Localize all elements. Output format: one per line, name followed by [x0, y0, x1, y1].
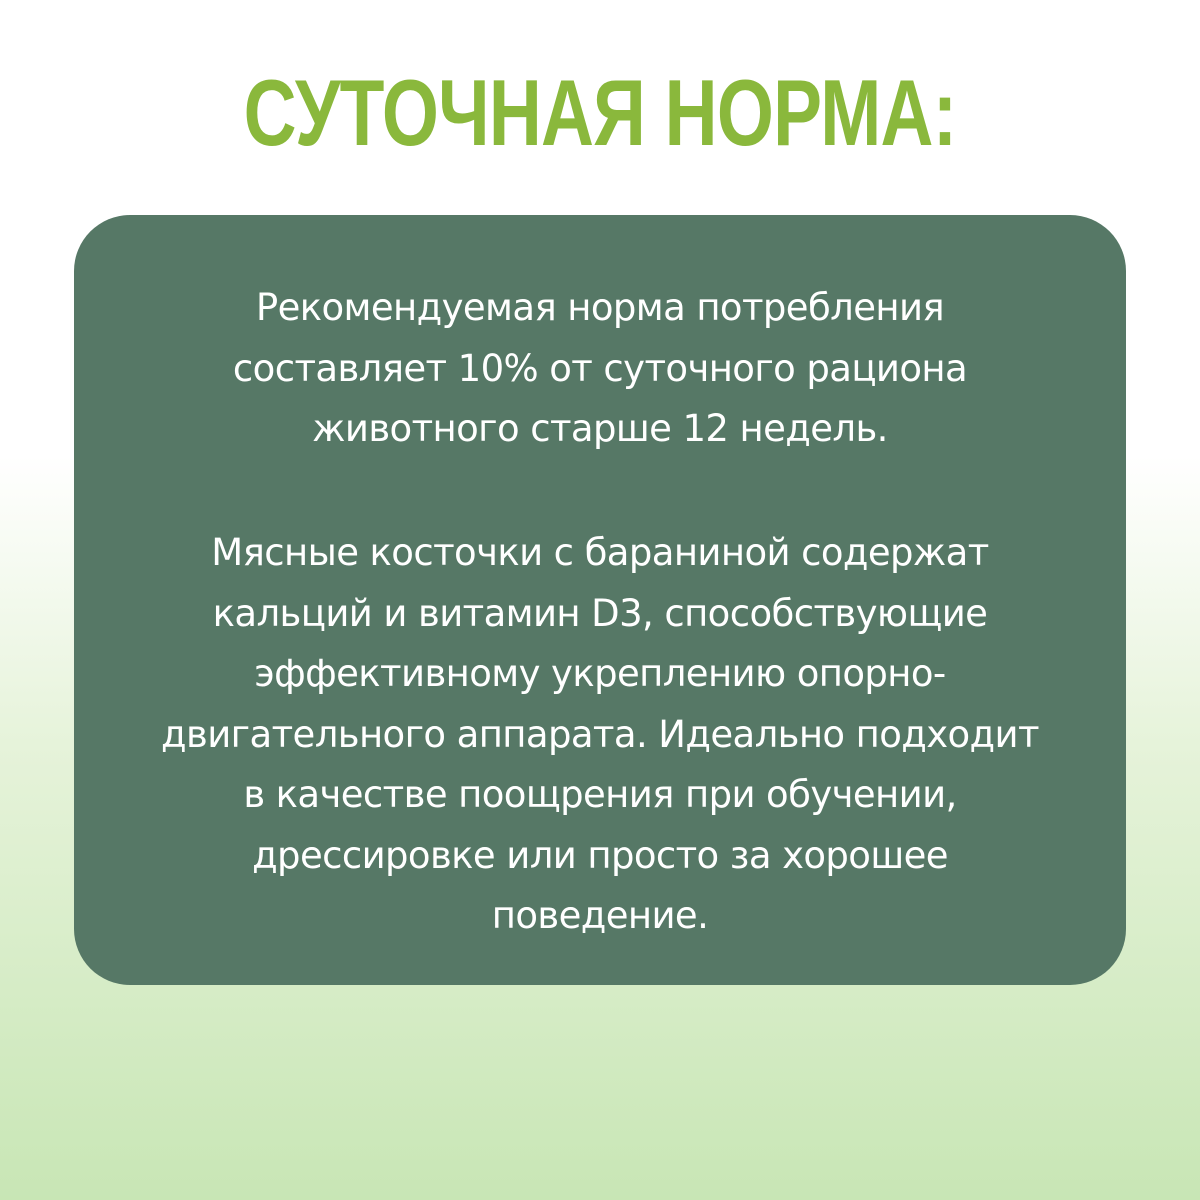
dosage-paragraph — [74, 278, 1126, 460]
description-line: дрессировке или просто за хорошее — [252, 833, 948, 877]
dosage-line: Рекомендуемая норма потребления — [255, 286, 945, 329]
description-line: двигательного аппарата. Идеально подходит — [161, 712, 1039, 756]
page-title: СУТОЧНАЯ НОРМА: — [243, 60, 957, 165]
description-paragraph — [74, 523, 1126, 947]
description-line: кальций и витамин D3, способствующие — [212, 591, 988, 635]
info-card — [74, 215, 1126, 985]
dosage-line: животного старше 12 недель. — [312, 407, 888, 450]
description-line: Мясные косточки с бараниной содержат — [211, 531, 989, 574]
description-line: эффективному укреплению опорно- — [254, 652, 946, 695]
description-line: в качестве поощрения при обучении, — [243, 773, 957, 816]
description-line: поведение. — [491, 894, 709, 937]
dosage-line: составляет 10% от суточного рациона — [232, 346, 968, 390]
